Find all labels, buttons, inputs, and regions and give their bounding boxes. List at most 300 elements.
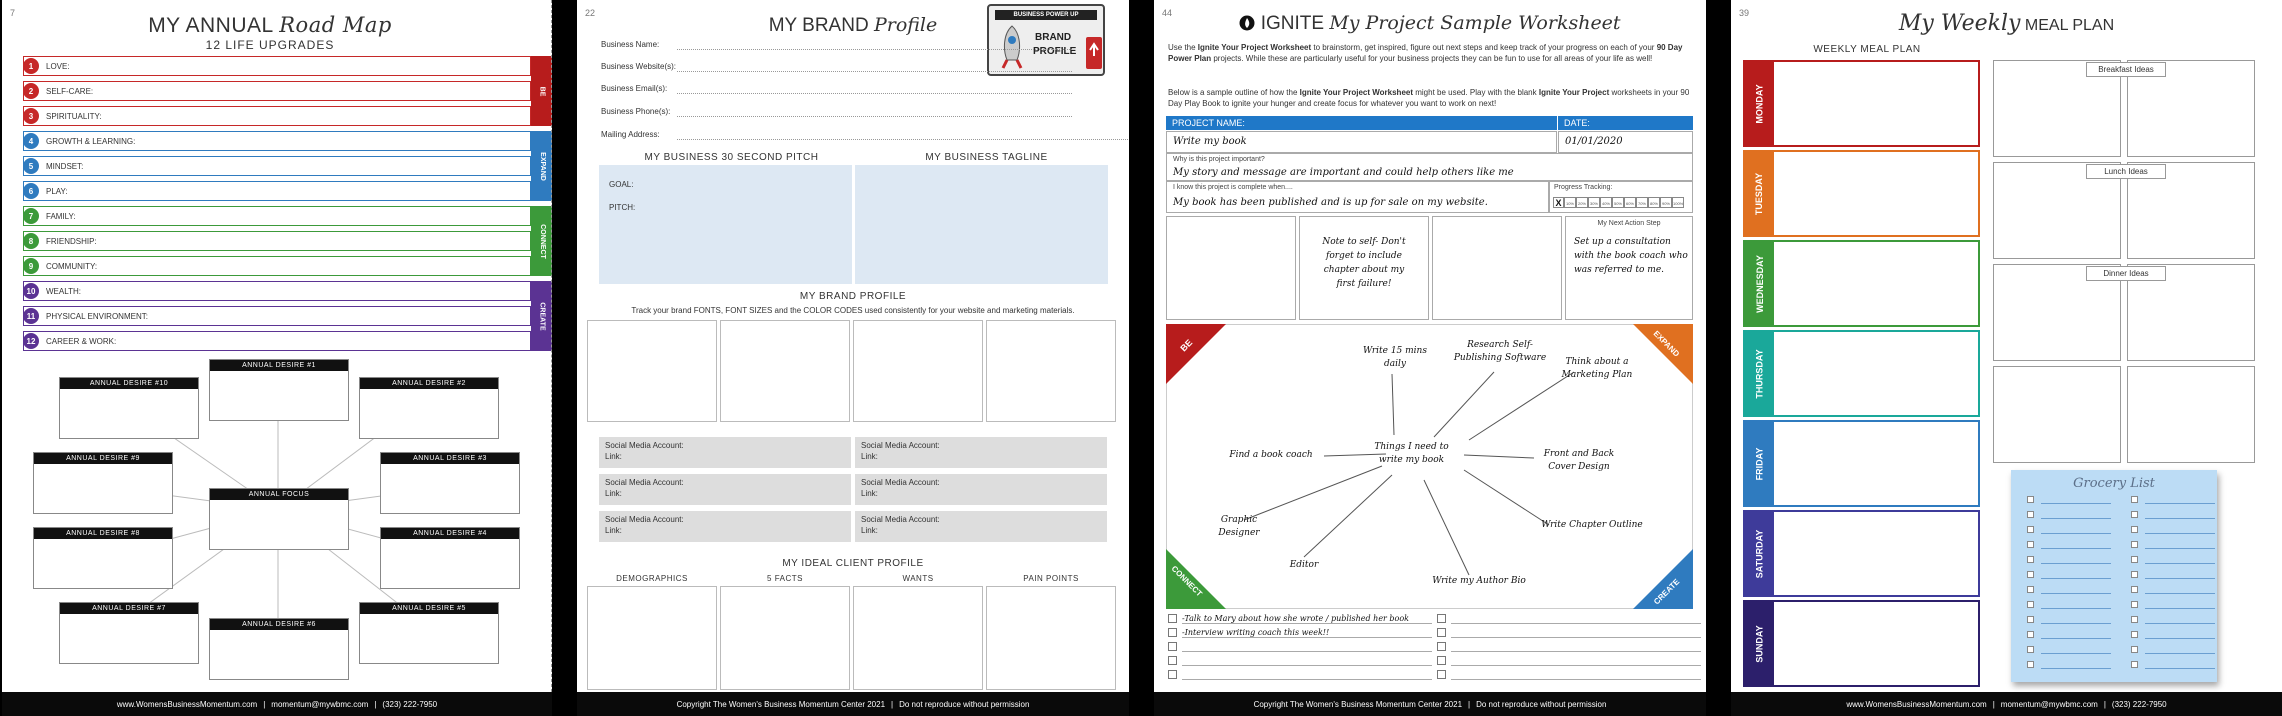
grocery-line[interactable]	[2041, 503, 2111, 504]
todo-line[interactable]	[1182, 679, 1432, 680]
meal-plan-subhead: WEEKLY MEAL PLAN	[1813, 44, 1921, 55]
progress-step[interactable]: 10%	[1564, 197, 1576, 208]
progress-step[interactable]: 70%	[1636, 197, 1648, 208]
idea-box[interactable]	[1993, 366, 2121, 463]
page-title	[2, 13, 538, 38]
life-upgrade-number: 4	[23, 133, 39, 149]
todo-line[interactable]	[1451, 651, 1701, 652]
node-line: Designer	[1218, 528, 1260, 538]
page-number: 39	[1739, 8, 1750, 18]
tagline-box[interactable]	[855, 165, 1108, 284]
complete-question: I know this project is complete when....	[1173, 184, 1293, 191]
category-tab-label: EXPAND	[538, 151, 546, 181]
goal-label: GOAL:	[609, 180, 634, 189]
page-number: 7	[10, 8, 16, 18]
business-email-label: Business Email(s):	[601, 84, 668, 93]
page-title	[1731, 10, 2282, 36]
title-prefix: MY ANNUAL	[148, 14, 280, 37]
life-upgrade-number: 10	[23, 283, 39, 299]
todo-line[interactable]	[1182, 651, 1432, 652]
category-tab	[531, 281, 552, 351]
progress-checkbox[interactable]: X	[1553, 197, 1564, 208]
social-link-label: Link:	[605, 452, 622, 461]
grocery-checkbox[interactable]	[2131, 571, 2138, 578]
day-label: WEDNESDAY	[1754, 254, 1765, 313]
day-label: MONDAY	[1754, 83, 1765, 124]
social-link-label: Link:	[861, 489, 878, 498]
intro-bold: Ignite Your Project Worksheet	[1197, 43, 1312, 52]
category-tab-label: CREATE	[538, 301, 546, 331]
todo-checkbox[interactable]	[1437, 642, 1446, 651]
ideal-client-box[interactable]	[720, 586, 850, 690]
todo-checkbox[interactable]	[1168, 614, 1177, 623]
desire-label: ANNUAL DESIRE #3	[381, 453, 519, 464]
grocery-checkbox[interactable]	[2131, 646, 2138, 653]
life-upgrade-label: WEALTH:	[46, 286, 81, 296]
day-tab	[1745, 62, 1774, 145]
footer-email[interactable]: momentum@mywbmc.com	[271, 699, 369, 709]
grocery-checkbox[interactable]	[2131, 601, 2138, 608]
corner-label: EXPAND	[1651, 329, 1682, 359]
intro-text: worksheets in your 90 Day Play Book to ignite your hunger and create focus for whatever you want to work on next!	[1168, 88, 1690, 108]
grocery-line[interactable]	[2041, 638, 2111, 639]
title-script: Road Map	[279, 13, 392, 37]
social-account-box[interactable]	[599, 511, 851, 542]
category-tab-label: CONNECT	[538, 223, 546, 259]
todo-checkbox[interactable]	[1168, 642, 1177, 651]
day-row[interactable]	[1743, 330, 1980, 417]
mind-map-node	[1279, 559, 1329, 572]
day-row[interactable]	[1743, 600, 1980, 687]
badge-line2: PROFILE	[1033, 46, 1077, 57]
mind-map-node	[1216, 449, 1326, 462]
day-row[interactable]	[1743, 60, 1980, 147]
social-account-box[interactable]	[599, 437, 851, 468]
life-upgrade-row[interactable]	[23, 206, 531, 226]
node-line: Think about a	[1565, 357, 1629, 367]
day-label: SUNDAY	[1754, 624, 1765, 663]
day-label: SATURDAY	[1754, 529, 1765, 578]
ideal-col-label: WANTS	[902, 574, 934, 583]
life-upgrade-row[interactable]	[23, 131, 531, 151]
todo-line[interactable]	[1451, 679, 1701, 680]
business-phone-line[interactable]	[677, 116, 1072, 117]
business-website-label: Business Website(s):	[601, 62, 676, 71]
desire-label: ANNUAL DESIRE #1	[210, 360, 348, 371]
page-footer	[2, 692, 552, 716]
desire-label: ANNUAL DESIRE #4	[381, 528, 519, 539]
idea-label: Breakfast Ideas	[2086, 62, 2166, 77]
life-upgrade-label: COMMUNITY:	[46, 261, 98, 271]
progress-step[interactable]: 100%	[1672, 197, 1684, 208]
life-upgrade-number: 5	[23, 158, 39, 174]
intro-bold: 90 Day Power Plan	[1168, 43, 1683, 63]
power-up-icon	[1085, 36, 1103, 70]
progress-step[interactable]: 80%	[1648, 197, 1660, 208]
title-script: Profile	[873, 14, 938, 36]
cut-line	[551, 0, 552, 692]
footer-separator: |	[891, 699, 894, 709]
social-account-label: Social Media Account:	[861, 441, 940, 450]
grocery-line[interactable]	[2145, 578, 2215, 579]
progress-step[interactable]: 20%	[1576, 197, 1588, 208]
grocery-list-title: Grocery List	[2073, 476, 2155, 491]
rocket-icon	[995, 24, 1029, 70]
annual-desire-box[interactable]	[59, 377, 199, 439]
grocery-checkbox[interactable]	[2131, 541, 2138, 548]
brand-swatch-box[interactable]	[986, 320, 1116, 422]
footer-site[interactable]: www.WomensBusinessMomentum.com	[116, 699, 258, 709]
annual-focus-box[interactable]	[209, 488, 349, 550]
badge-top: BUSINESS POWER UP	[995, 10, 1097, 20]
grocery-line[interactable]	[2041, 653, 2111, 654]
grocery-checkbox[interactable]	[2131, 631, 2138, 638]
grocery-checkbox[interactable]	[2027, 631, 2034, 638]
brand-profile-badge	[987, 4, 1105, 76]
grocery-checkbox[interactable]	[2131, 526, 2138, 533]
brand-swatch-box[interactable]	[720, 320, 850, 422]
life-upgrade-row[interactable]	[23, 281, 531, 301]
life-upgrade-number: 1	[23, 58, 39, 74]
mind-map-center	[1364, 441, 1459, 467]
brand-swatch-box[interactable]	[853, 320, 983, 422]
desire-label: ANNUAL DESIRE #10	[60, 378, 198, 389]
business-website-line[interactable]	[677, 71, 1072, 72]
ideal-client-box[interactable]	[986, 586, 1116, 690]
grocery-line[interactable]	[2041, 578, 2111, 579]
grocery-line[interactable]	[2041, 608, 2111, 609]
annual-desire-box[interactable]	[380, 527, 520, 589]
project-name-value: Write my book	[1173, 136, 1247, 147]
mailing-address-label: Mailing Address:	[601, 130, 660, 139]
life-upgrade-number: 3	[23, 108, 39, 124]
progress-step[interactable]: 50%	[1612, 197, 1624, 208]
day-tab	[1745, 422, 1774, 505]
todo-line[interactable]	[1451, 665, 1701, 666]
social-account-box[interactable]	[599, 474, 851, 505]
annual-desire-box[interactable]	[33, 527, 173, 589]
life-upgrade-label: FRIENDSHIP:	[46, 236, 97, 246]
social-link-label: Link:	[605, 526, 622, 535]
intro-text: Below is a sample outline of how the	[1168, 88, 1300, 97]
pitch-label: PITCH:	[609, 203, 636, 212]
note-line: chapter about my	[1323, 265, 1405, 275]
brand-swatch-box[interactable]	[587, 320, 717, 422]
brand-profile-heading: MY BRAND PROFILE	[799, 291, 907, 302]
tagline-heading: MY BUSINESS TAGLINE	[925, 152, 1048, 163]
life-upgrade-number: 9	[23, 258, 39, 274]
grocery-checkbox[interactable]	[2027, 496, 2034, 503]
life-upgrade-number: 12	[23, 333, 39, 349]
node-line: Graphic	[1220, 515, 1258, 525]
idea-label: Dinner Ideas	[2086, 266, 2166, 281]
footer-separator: |	[1992, 699, 1995, 709]
category-tab	[531, 206, 552, 276]
footer-notice: Do not reproduce without permission	[1476, 699, 1607, 709]
grocery-checkbox[interactable]	[2131, 616, 2138, 623]
footer-separator: |	[374, 699, 377, 709]
intro-text: projects. While these are particularly useful for your business projects they can be fun to use for all areas of your life as well!	[1211, 54, 1653, 63]
desire-label: ANNUAL DESIRE #5	[360, 603, 498, 614]
social-link-label: Link:	[861, 452, 878, 461]
brand-profile-page	[577, 0, 1129, 716]
life-upgrade-row[interactable]	[23, 56, 531, 76]
grocery-checkbox[interactable]	[2131, 496, 2138, 503]
grocery-checkbox[interactable]	[2027, 601, 2034, 608]
todo-checkbox[interactable]	[1437, 628, 1446, 637]
grocery-checkbox[interactable]	[2027, 616, 2034, 623]
date-label: DATE:	[1558, 116, 1693, 130]
grocery-line[interactable]	[2041, 563, 2111, 564]
grocery-line[interactable]	[2145, 503, 2215, 504]
mind-map-node	[1532, 519, 1652, 532]
grocery-line[interactable]	[2145, 638, 2215, 639]
life-upgrade-row[interactable]	[23, 106, 531, 126]
social-account-label: Social Media Account:	[605, 515, 684, 524]
desire-label: ANNUAL DESIRE #2	[360, 378, 498, 389]
day-tab	[1745, 332, 1774, 415]
life-upgrade-label: SPIRITUALITY:	[46, 111, 102, 121]
life-upgrade-number: 8	[23, 233, 39, 249]
title-suffix: MEAL PLAN	[2020, 17, 2115, 34]
grocery-list-note[interactable]	[2011, 470, 2217, 682]
life-upgrade-row[interactable]	[23, 156, 531, 176]
intro-text: Use the	[1168, 43, 1198, 52]
grocery-line[interactable]	[2041, 533, 2111, 534]
life-upgrade-row[interactable]	[23, 81, 531, 101]
ideal-client-heading: MY IDEAL CLIENT PROFILE	[782, 558, 924, 569]
grocery-line[interactable]	[2041, 593, 2111, 594]
todo-checkbox[interactable]	[1168, 670, 1177, 679]
day-tab	[1745, 512, 1774, 595]
intro-text: might be used. Play with the blank	[1413, 88, 1539, 97]
progress-step[interactable]: 30%	[1588, 197, 1600, 208]
footer-notice: Do not reproduce without permission	[899, 699, 1030, 709]
node-line: Publishing Software	[1453, 353, 1547, 363]
mind-map-node	[1552, 356, 1642, 382]
node-line: Front and Back	[1543, 449, 1615, 459]
grocery-checkbox[interactable]	[2027, 571, 2034, 578]
grocery-checkbox[interactable]	[2027, 541, 2034, 548]
why-question: Why is this project important?	[1173, 156, 1265, 163]
focus-label: ANNUAL FOCUS	[210, 489, 348, 500]
life-upgrade-label: SELF-CARE:	[46, 86, 94, 96]
mind-map-node	[1534, 448, 1624, 474]
day-row[interactable]	[1743, 420, 1980, 507]
social-account-label: Social Media Account:	[861, 515, 940, 524]
grocery-checkbox[interactable]	[2027, 646, 2034, 653]
annual-desire-box[interactable]	[380, 452, 520, 514]
corner-label: BE	[1178, 337, 1195, 354]
annual-desire-box[interactable]	[209, 618, 349, 680]
annual-desire-box[interactable]	[59, 602, 199, 664]
page-footer	[1731, 692, 2282, 716]
brand-profile-note: Track your brand FONTS, FONT SIZES and the COLOR CODES used consistently for your website and marketing materials.	[631, 306, 1075, 315]
grocery-line[interactable]	[2041, 548, 2111, 549]
life-upgrade-label: PLAY:	[46, 186, 68, 196]
node-line: Editor	[1289, 560, 1319, 570]
grocery-line[interactable]	[2041, 623, 2111, 624]
idea-label: Lunch Ideas	[2086, 164, 2166, 179]
grocery-checkbox[interactable]	[2027, 526, 2034, 533]
node-line: daily	[1384, 359, 1406, 369]
desire-label: ANNUAL DESIRE #6	[210, 619, 348, 630]
progress-label: Progress Tracking:	[1554, 184, 1613, 191]
complete-answer: My book has been published and is up for sale on my website.	[1173, 197, 1488, 208]
todo-checkbox[interactable]	[1437, 670, 1446, 679]
social-account-label: Social Media Account:	[605, 478, 684, 487]
page-number: 22	[585, 8, 596, 18]
title-prefix: MY BRAND	[768, 15, 874, 36]
node-line: Marketing Plan	[1561, 370, 1633, 380]
node-line: Write 15 mins	[1363, 346, 1427, 356]
next-action-label: My Next Action Step	[1597, 220, 1661, 227]
footer-copyright: Copyright The Women's Business Momentum Center 2021	[1253, 699, 1463, 709]
grocery-line[interactable]	[2145, 653, 2215, 654]
social-link-label: Link:	[605, 489, 622, 498]
desire-label: ANNUAL DESIRE #7	[60, 603, 198, 614]
corner-label: CREATE	[1652, 577, 1682, 607]
title-script: My Project Sample Worksheet	[1329, 12, 1621, 34]
grocery-line[interactable]	[2145, 533, 2215, 534]
business-phone-label: Business Phone(s):	[601, 107, 671, 116]
footer-phone: (323) 222-7950	[382, 699, 438, 709]
todo-line[interactable]	[1451, 637, 1701, 638]
todo-line[interactable]	[1451, 623, 1701, 624]
todo-checkbox[interactable]	[1168, 628, 1177, 637]
life-upgrade-number: 6	[23, 183, 39, 199]
life-upgrade-number: 7	[23, 208, 39, 224]
social-link-label: Link:	[861, 526, 878, 535]
grocery-line[interactable]	[2041, 668, 2111, 669]
meal-plan-page	[1731, 0, 2282, 716]
grocery-checkbox[interactable]	[2131, 511, 2138, 518]
business-email-line[interactable]	[677, 93, 1072, 94]
life-upgrade-label: CAREER & WORK:	[46, 336, 117, 346]
grocery-checkbox[interactable]	[2027, 556, 2034, 563]
grocery-checkbox[interactable]	[2131, 556, 2138, 563]
category-tab	[531, 131, 552, 201]
todo-line[interactable]	[1182, 665, 1432, 666]
mind-map-node	[1350, 345, 1440, 371]
grocery-line[interactable]	[2041, 518, 2111, 519]
category-tab	[531, 56, 552, 126]
project-name-label: PROJECT NAME:	[1166, 116, 1557, 130]
day-row[interactable]	[1743, 510, 1980, 597]
grocery-checkbox[interactable]	[2027, 661, 2034, 668]
life-upgrade-row[interactable]	[23, 306, 531, 326]
why-answer: My story and message are important and could help others like me	[1173, 167, 1514, 178]
ideal-client-box[interactable]	[587, 586, 717, 690]
life-upgrade-row[interactable]	[23, 181, 531, 201]
footer-phone: (323) 222-7950	[2111, 699, 2167, 709]
pitch-box[interactable]	[599, 165, 852, 284]
grocery-checkbox[interactable]	[2131, 586, 2138, 593]
grocery-line[interactable]	[2145, 548, 2215, 549]
note-line: Note to self- Don't	[1322, 237, 1406, 247]
mailing-address-line[interactable]	[677, 139, 1129, 140]
progress-step[interactable]: 40%	[1600, 197, 1612, 208]
page-footer	[1154, 692, 1706, 716]
grocery-checkbox[interactable]	[2131, 661, 2138, 668]
grocery-line[interactable]	[2145, 623, 2215, 624]
business-name-label: Business Name:	[601, 40, 660, 49]
business-name-line[interactable]	[677, 49, 1072, 50]
date-value: 01/01/2020	[1565, 136, 1623, 147]
life-upgrade-label: GROWTH & LEARNING:	[46, 136, 136, 146]
life-upgrade-label: LOVE:	[46, 61, 70, 71]
node-line: Cover Design	[1548, 462, 1610, 472]
social-account-box[interactable]	[855, 437, 1107, 468]
next-action-line: Set up a consultation	[1574, 237, 1671, 247]
ideal-col-label: PAIN POINTS	[1023, 574, 1079, 583]
life-upgrade-label: FAMILY:	[46, 211, 76, 221]
grocery-checkbox[interactable]	[2027, 511, 2034, 518]
social-account-box[interactable]	[855, 474, 1107, 505]
day-tab	[1745, 152, 1774, 235]
grocery-line[interactable]	[2145, 518, 2215, 519]
day-row[interactable]	[1743, 150, 1980, 237]
node-line: Find a book coach	[1229, 450, 1313, 460]
grocery-line[interactable]	[2145, 593, 2215, 594]
day-tab	[1745, 242, 1774, 325]
badge-line1: BRAND	[1035, 32, 1072, 43]
footer-separator: |	[2103, 699, 2106, 709]
idea-box[interactable]	[2127, 366, 2255, 463]
day-row[interactable]	[1743, 240, 1980, 327]
life-upgrade-row[interactable]	[23, 231, 531, 251]
center-line: Things I need to	[1374, 442, 1449, 452]
page-footer	[577, 692, 1129, 716]
footer-email[interactable]: momentum@mywbmc.com	[2000, 699, 2098, 709]
todo-checkbox[interactable]	[1168, 656, 1177, 665]
grocery-line[interactable]	[2145, 668, 2215, 669]
annual-desire-box[interactable]	[209, 359, 349, 421]
annual-desire-box[interactable]	[359, 377, 499, 439]
footer-site[interactable]: www.WomensBusinessMomentum.com	[1846, 699, 1987, 709]
life-upgrade-number: 2	[23, 83, 39, 99]
intro-bold: Ignite Your Project Worksheet	[1299, 88, 1413, 97]
mind-map-node	[1204, 514, 1274, 540]
page-subtitle: 12 LIFE UPGRADES	[205, 38, 335, 52]
social-account-box[interactable]	[855, 511, 1107, 542]
life-upgrade-label: MINDSET:	[46, 161, 84, 171]
progress-step[interactable]: 60%	[1624, 197, 1636, 208]
todo-text: -Interview writing coach this week!!	[1182, 628, 1330, 637]
ideal-client-box[interactable]	[853, 586, 983, 690]
annual-desire-box[interactable]	[359, 602, 499, 664]
ideal-col-label: DEMOGRAPHICS	[616, 574, 688, 583]
corner-label: CONNECT	[1169, 564, 1204, 599]
grocery-checkbox[interactable]	[2027, 586, 2034, 593]
annual-desire-box[interactable]	[33, 452, 173, 514]
todo-checkbox[interactable]	[1437, 656, 1446, 665]
life-upgrade-row[interactable]	[23, 256, 531, 276]
life-upgrade-row[interactable]	[23, 331, 531, 351]
day-label: FRIDAY	[1754, 447, 1765, 480]
day-label: THURSDAY	[1754, 348, 1765, 399]
grocery-line[interactable]	[2145, 563, 2215, 564]
desire-label: ANNUAL DESIRE #8	[34, 528, 172, 539]
roadmap-page	[2, 0, 552, 716]
category-tab-label: BE	[538, 86, 546, 96]
progress-step[interactable]: 90%	[1660, 197, 1672, 208]
todo-text: -Talk to Mary about how she wrote / published her book	[1182, 614, 1410, 623]
grocery-line[interactable]	[2145, 608, 2215, 609]
note-line: first failure!	[1336, 279, 1392, 289]
ignite-worksheet-page	[1154, 0, 1706, 716]
page-number: 44	[1162, 8, 1173, 18]
